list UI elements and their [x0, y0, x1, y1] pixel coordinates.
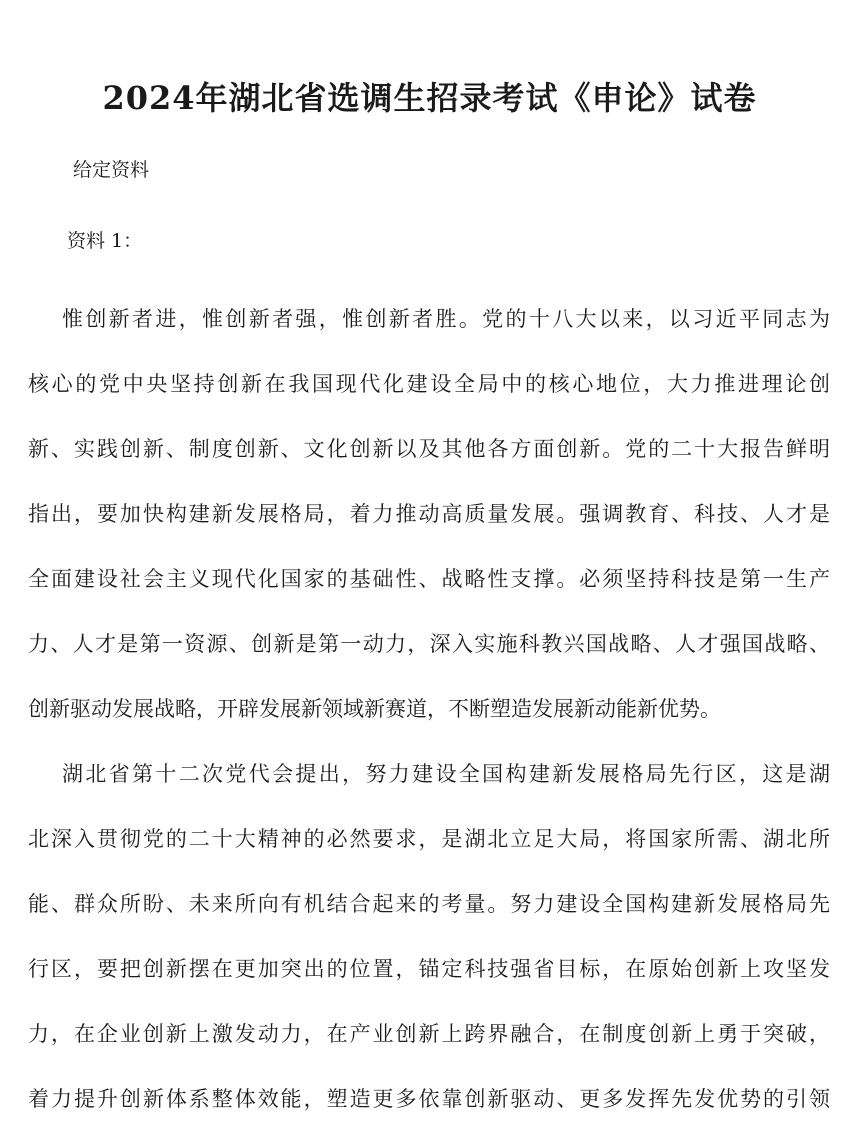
paragraph-line: 新、实践创新、制度创新、文化创新以及其他各方面创新。党的二十大报告鲜明: [28, 437, 830, 461]
paragraph-2: [28, 742, 830, 1132]
paragraph-line: 惟创新者进，惟创新者强，惟创新者胜。党的十八大以来，以习近平同志为: [62, 307, 830, 331]
paragraph-line: 湖北省第十二次党代会提出，努力建设全国构建新发展格局先行区，这是湖: [62, 762, 830, 786]
paragraph-line: 北深入贯彻党的二十大精神的必然要求，是湖北立足大局，将国家所需、湖北所: [28, 827, 830, 851]
paragraph-line: 着力提升创新体系整体效能，塑造更多依靠创新驱动、更多发挥先发优势的引领: [28, 1087, 830, 1111]
paragraph-line: 创新驱动发展战略，开辟发展新领域新赛道，不断塑造发展新动能新优势。: [28, 697, 721, 721]
paragraph-line: 力、人才是第一资源、创新是第一动力，深入实施科教兴国战略、人才强国战略、: [28, 632, 830, 656]
paragraph-line: 核心的党中央坚持创新在我国现代化建设全局中的核心地位，大力推进理论创: [28, 372, 830, 396]
document-title: 2024年湖北省选调生招录考试《申论》试卷: [102, 79, 757, 117]
paragraph-line: 指出，要加快构建新发展格局，着力推动高质量发展。强调教育、科技、人才是: [28, 502, 830, 526]
paragraph-line: 力，在企业创新上激发动力，在产业创新上跨界融合，在制度创新上勇于突破，: [28, 1022, 830, 1046]
paragraph-line: 能、群众所盼、未来所向有机结合起来的考量。努力建设全国构建新发展格局先: [28, 892, 830, 916]
paragraph-line: 行区，要把创新摆在更加突出的位置，锚定科技强省目标，在原始创新上攻坚发: [28, 957, 830, 981]
paragraph-line: 全面建设社会主义现代化国家的基础性、战略性支撑。必须坚持科技是第一生产: [28, 567, 830, 591]
paragraph-1: [28, 287, 830, 742]
material-label: 资料 1：: [67, 230, 143, 252]
section-label: 给定资料: [73, 159, 150, 181]
